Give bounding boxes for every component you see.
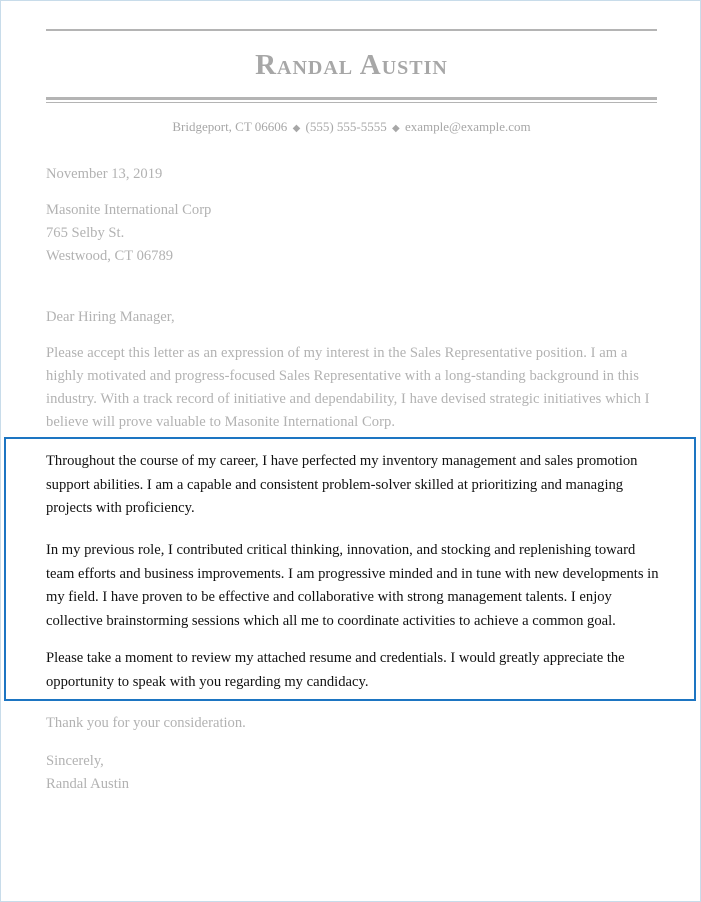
contact-location: Bridgeport, CT 06606 (172, 119, 288, 134)
recipient-street: 765 Selby St. (46, 225, 125, 241)
applicant-name: Randal Austin (255, 49, 448, 81)
closing-block (46, 750, 129, 796)
contact-email: example@example.com (404, 119, 531, 134)
recipient-address (46, 199, 211, 268)
thanks-line: Thank you for your consideration. (46, 715, 246, 731)
diamond-separator-icon: ◆ (392, 123, 400, 134)
recipient-company: Masonite International Corp (46, 202, 212, 218)
recipient-city: Westwood, CT 06789 (46, 248, 174, 264)
header-double-rule (46, 97, 657, 103)
diamond-separator-icon: ◆ (292, 123, 301, 134)
signature-name: Randal Austin (46, 776, 130, 792)
letter-date: November 13, 2019 (46, 166, 163, 182)
body-paragraph-previous-role: In my previous role, I contributed critical thinking, innovation, and stocking and replenishing toward team efforts and business improvements. I am progressive minded and in tune with new developments in my field. I have proven to be effective and collaborative with strong management talents. I enjoy collective brainstorming sessions which all me to coordinate activities to achieve a common goal. (46, 542, 659, 629)
closing-phrase: Sincerely, (46, 753, 104, 769)
contact-line (46, 119, 657, 135)
contact-phone: (555) 555-5555 (305, 119, 387, 134)
salutation: Dear Hiring Manager, (46, 309, 175, 325)
body-paragraph-call-to-action: Please take a moment to review my attached resume and credentials. I would greatly appreciate the opportunity to speak with you regarding my candidacy. (46, 650, 625, 690)
header-top-rule (46, 29, 657, 31)
body-paragraph-career: Throughout the course of my career, I have perfected my inventory management and sales promotion support abilities. I am a capable and consistent problem-solver skilled at prioritizing and managing projects with proficiency. (46, 453, 638, 516)
intro-paragraph: Please accept this letter as an expression of my interest in the Sales Representative position. I am a highly motivated and progress-focused Sales Representative with a long-standing background in this industry. With a track record of initiative and dependability, I have devised strategic initiatives which I believe will prove valuable to Masonite International Corp. (46, 345, 650, 430)
